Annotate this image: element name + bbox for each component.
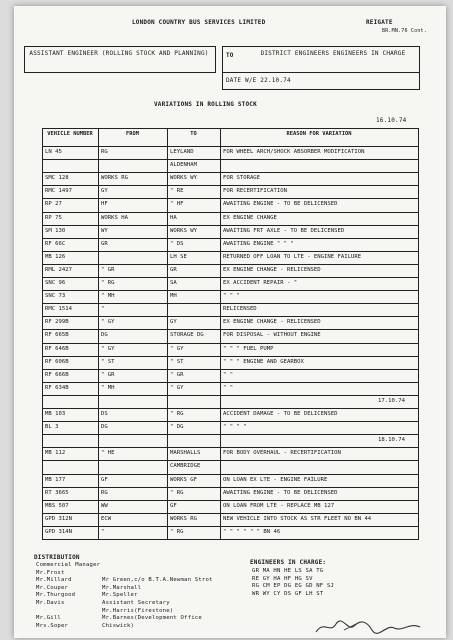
table-cell: MB 126 — [45, 253, 66, 260]
table-cell: " ST — [101, 358, 115, 365]
table-cell: MARSHALLS — [170, 450, 201, 457]
table-cell: GF — [170, 502, 177, 509]
table-cell: MB 177 — [45, 476, 66, 483]
distribution-entry: Mr.Davis — [36, 600, 65, 606]
column-header: REASON FOR VARIATION — [286, 131, 352, 137]
table-cell: " ST — [170, 358, 184, 365]
table-cell: LN 45 — [45, 149, 62, 155]
table-cell: HF — [101, 201, 108, 208]
table-cell: NEW VEHICLE INTO STOCK AS STR FLEET NO BN 44 — [223, 515, 372, 522]
table-cell: GY — [170, 319, 177, 326]
engineer-code-row: WR WY CY DS GF LH ST — [252, 590, 324, 597]
table-row-rule — [42, 487, 419, 488]
distribution-entry: Mr.Thurgood — [36, 592, 76, 599]
table-row-rule — [42, 264, 419, 265]
distribution-entry: Mr.Speller — [102, 592, 138, 599]
table-row-rule — [42, 421, 419, 422]
reference: BR.MN.76 Cont. — [382, 28, 427, 34]
table-cell: " MH — [101, 384, 115, 391]
table-cell: GR — [170, 266, 177, 273]
table-cell: " GY — [170, 384, 184, 391]
table-cell: " RG — [170, 489, 184, 496]
table-cell: AWAITING ENGINE - TO BE DELICENSED — [223, 489, 338, 496]
table-cell: GR — [101, 240, 108, 247]
table-cell: " GR — [101, 266, 115, 273]
table-cell: " MH — [101, 293, 115, 300]
table-row-rule — [42, 513, 419, 514]
table-top-rule — [42, 128, 419, 129]
distribution-label: DISTRIBUTION — [34, 554, 80, 561]
distribution-entry: Mr Green,c/o B.T.A.Newman Strot — [102, 577, 213, 584]
table-cell: " HE — [101, 450, 115, 457]
table-column-rule — [220, 128, 221, 539]
table-cell: " GR — [101, 371, 115, 378]
column-header: FROM — [126, 131, 139, 137]
table-cell: GPD 312N — [45, 515, 72, 522]
table-cell: RF 299B — [45, 319, 69, 326]
table-cell: " " " FUEL PUMP — [223, 345, 274, 352]
table-cell: BL 3 — [45, 424, 59, 431]
table-row-rule — [42, 500, 419, 501]
table-cell: FOR BODY OVERHAUL - RECERTIFICATION — [223, 450, 341, 457]
table-cell: EX ENGINE CHANGE - RELICENSED — [223, 266, 321, 273]
table-cell: " DS — [170, 240, 184, 247]
table-row-rule — [42, 434, 419, 435]
table-cell: LEYLAND — [170, 149, 194, 155]
table-cell: SA — [170, 280, 177, 286]
table-cell: RETURNED OFF LOAN TO LTE - ENGINE FAILURE — [223, 253, 362, 260]
distribution-entry: Mr.Couper — [36, 584, 69, 591]
table-cell: WW — [101, 502, 108, 509]
table-row-rule — [42, 329, 419, 330]
table-cell: RF 665B — [45, 332, 69, 339]
table-cell: WORKS HA — [101, 214, 128, 221]
column-header: VEHICLE NUMBER — [47, 131, 93, 137]
table-row-rule — [42, 172, 419, 173]
table-cell: WORKS RG — [101, 175, 128, 182]
table-cell: " RG — [170, 411, 184, 417]
table-cell: " — [101, 528, 105, 535]
table-cell: SNC 73 — [45, 293, 66, 300]
table-row-rule — [42, 303, 419, 304]
table-cell: MBS 507 — [45, 502, 69, 509]
table-cell: DG — [101, 424, 108, 431]
table-row-rule — [42, 238, 419, 239]
document-sheet — [14, 6, 446, 638]
location: REIGATE — [366, 19, 393, 26]
table-cell: " DG — [170, 424, 184, 431]
table-cell: MB 112 — [45, 450, 66, 457]
table-cell: RMC 1514 — [45, 306, 72, 313]
section-date: 17.10.74 — [378, 397, 405, 404]
distribution-entry: Mr.Harris(Firestone) — [102, 607, 174, 614]
table-cell: " HF — [170, 201, 184, 208]
table-header-rule — [42, 146, 419, 147]
table-cell: ON LOAN EX LTE - ENGINE FAILURE — [223, 476, 328, 483]
table-cell: " " — [223, 384, 234, 391]
table-cell: WORKS GF — [170, 476, 197, 483]
table-cell: GPD 314N — [45, 528, 72, 535]
signature — [314, 618, 424, 636]
table-cell: ALDENHAM — [170, 162, 197, 169]
distribution-entry: Commercial Manager — [36, 562, 101, 568]
table-cell: RF 606B — [45, 358, 69, 365]
report-date: DATE W/E 22.10.74 — [226, 77, 291, 84]
table-cell: WY — [101, 227, 108, 234]
table-cell: ON LOAN FROM LTE - REPLACE MB 127 — [223, 502, 335, 509]
table-column-rule — [167, 128, 168, 539]
table-cell: DS — [101, 411, 108, 417]
table-cell: RF 646B — [45, 345, 69, 352]
table-row-rule — [42, 460, 419, 461]
table-cell: " — [101, 306, 105, 313]
table-cell: " " — [223, 371, 234, 378]
to-recipients: DISTRICT ENGINEERS ENGINEERS IN CHARGE — [260, 50, 406, 57]
table-row-rule — [42, 369, 419, 370]
distribution-entry: Mrs.Soper — [36, 622, 69, 629]
table-cell: FOR DISPOSAL - WITHOUT ENGINE — [223, 332, 321, 339]
table-row-rule — [42, 185, 419, 186]
table-cell: FOR WHEEL ARCH/SHOCK ABSORBER MODIFICATION — [223, 149, 365, 155]
table-row-rule — [42, 277, 419, 278]
engineer-code-row: RG CM EP DG EG GD NF SJ — [252, 583, 335, 590]
table-cell: " GY — [101, 345, 115, 352]
to-label: TO — [226, 52, 234, 59]
table-cell: DG — [101, 332, 108, 339]
table-cell: AWAITING ENGINE " " " — [223, 240, 294, 247]
table-cell: MB 103 — [45, 411, 66, 417]
document-title: VARIATIONS IN ROLLING STOCK — [154, 101, 257, 108]
table-cell: " GY — [170, 345, 184, 352]
table-cell: " " " " " " BN 46 — [223, 528, 281, 535]
table-row-rule — [42, 198, 419, 199]
table-row-rule — [42, 408, 419, 409]
table-cell: EX ACCIDENT REPAIR - " — [223, 280, 298, 286]
table-cell: FOR RECERTIFICATION — [223, 188, 287, 195]
table-row-rule — [42, 251, 419, 252]
table-cell: RF 66C — [45, 240, 66, 247]
table-cell: RELICENSED — [223, 306, 257, 313]
distribution-entry: Mr.Barnes(Development Office — [102, 615, 202, 622]
table-cell: FOR STORAGE — [223, 175, 261, 182]
table-cell: STORAGE DG — [170, 332, 204, 339]
table-cell: GF — [101, 476, 108, 483]
table-cell: " GY — [101, 319, 115, 326]
table-cell: RG — [101, 149, 108, 155]
table-row-rule — [42, 159, 419, 160]
table-row-rule — [42, 474, 419, 475]
table-row-rule — [42, 343, 419, 344]
section-date-1: 16.10.74 — [376, 117, 407, 124]
table-cell: SM 130 — [45, 227, 66, 234]
from-department: ASSISTANT ENGINEER (ROLLING STOCK AND PLANNING) — [29, 50, 209, 57]
table-cell: HA — [170, 214, 177, 221]
table-cell: " " " — [223, 293, 240, 300]
table-cell: WORKS WY — [170, 227, 197, 234]
table-cell: WORKS RG — [170, 515, 197, 522]
table-cell: " GR — [170, 371, 184, 378]
table-cell: " RG — [170, 528, 184, 535]
table-cell: " RG — [101, 280, 115, 286]
table-cell: GY — [101, 188, 108, 195]
organisation-name: LONDON COUNTRY BUS SERVICES LIMITED — [132, 19, 266, 26]
table-row-rule — [42, 539, 419, 540]
distribution-entry: Mr.Frost — [36, 569, 65, 576]
table-cell: RG — [101, 489, 108, 496]
section-date: 18.10.74 — [378, 437, 405, 444]
table-row-rule — [42, 356, 419, 357]
table-column-rule — [42, 128, 43, 539]
table-column-rule — [418, 128, 419, 539]
table-cell: WORKS WY — [170, 175, 197, 182]
table-row-rule — [42, 290, 419, 291]
distribution-entry: Chiswick) — [102, 622, 135, 629]
table-row-rule — [42, 447, 419, 448]
table-row-rule — [42, 225, 419, 226]
table-cell: EX ENGINE CHANGE — [223, 214, 277, 221]
table-cell: RP 75 — [45, 214, 62, 221]
table-column-rule — [98, 128, 99, 539]
to-divider — [222, 72, 419, 73]
table-cell: RP 27 — [45, 201, 62, 208]
table-cell: SMC 128 — [45, 175, 69, 182]
table-cell: EX ENGINE CHANGE - RELICENSED — [223, 319, 321, 326]
table-cell: SNC 96 — [45, 280, 66, 286]
table-cell: CAMBRIDGE — [170, 463, 201, 470]
table-cell: " RE — [170, 188, 184, 195]
table-cell: " " " " — [223, 424, 247, 431]
engineer-code-row: GR MA HN HE LS SA TG — [252, 568, 324, 574]
table-row-rule — [42, 212, 419, 213]
table-cell: RF 634B — [45, 384, 69, 391]
table-row-rule — [42, 316, 419, 317]
table-cell: AWAITING FRT AXLE - TO BE DELICENSED — [223, 227, 345, 234]
distribution-entry: Mr.Millard — [36, 577, 72, 584]
table-cell: RML 2427 — [45, 266, 72, 273]
column-header: TO — [190, 131, 197, 137]
table-cell: RT 3665 — [45, 489, 69, 496]
table-cell: RMC 1497 — [45, 188, 72, 195]
table-cell: ECW — [101, 515, 112, 522]
distribution-entry: Mr.Marshall — [102, 584, 142, 591]
table-row-rule — [42, 382, 419, 383]
distribution-entry: Mr.Gill — [36, 615, 61, 622]
table-cell: AWAITING ENGINE - TO BE DELICENSED — [223, 201, 338, 208]
table-row-rule — [42, 395, 419, 396]
table-cell: MH — [170, 293, 177, 300]
table-cell: " " " ENGINE AND GEARBOX — [223, 358, 304, 365]
table-cell: ACCIDENT DAMAGE - TO BE DELICENSED — [223, 411, 338, 417]
engineers-label: ENGINEERS IN CHARGE: — [250, 559, 327, 566]
table-row-rule — [42, 526, 419, 527]
distribution-entry: Assistant Secretary — [102, 600, 170, 606]
table-cell: LH SE — [170, 253, 187, 260]
table-cell: RF 666B — [45, 371, 69, 378]
engineer-code-row: RE GY HA HF HG SV — [252, 575, 313, 582]
